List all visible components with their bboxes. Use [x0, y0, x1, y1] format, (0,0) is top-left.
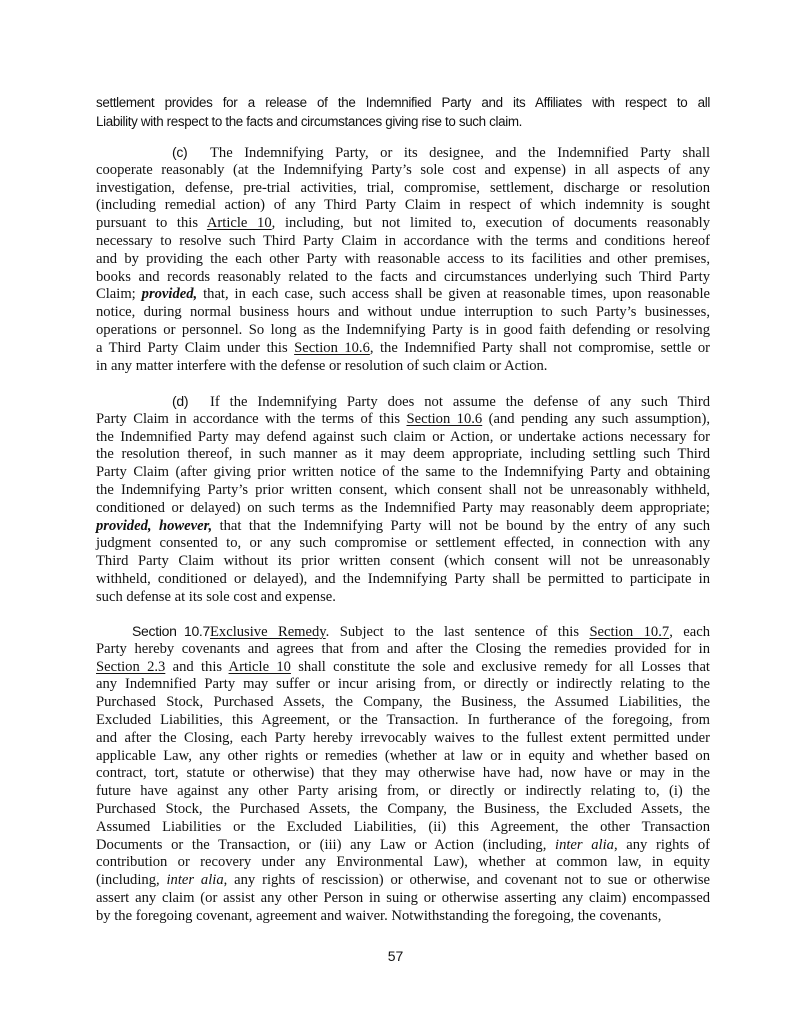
text-run: and by providing the each other Party with reasonable access to its facilities and other premises, [96, 250, 710, 267]
text-line [96, 783, 710, 801]
paragraph-settlement-continuation [96, 94, 710, 131]
text-line [96, 837, 710, 855]
text-line [96, 411, 710, 429]
text-run: pursuant to this [96, 215, 207, 232]
text-run: Third Party Claim without its prior written consent (which consent will not be unreasonably [96, 553, 710, 570]
text-line [96, 908, 710, 926]
text-line [96, 872, 710, 890]
text-run: Liability with respect to the facts and circumstances giving rise to such claim. [96, 113, 522, 129]
text-line [96, 819, 710, 837]
text-run: Documents or the Transaction, or (iii) any Law or Action (including, [96, 836, 556, 853]
text-line [96, 304, 710, 322]
text-line [96, 694, 710, 712]
text-run: , each [669, 624, 710, 640]
text-run: notice, during normal business hours and without undue interruption to such Party’s businesses, [96, 304, 710, 321]
text-run: settlement provides for a release of the Indemnified Party and its Affiliates with respect to all [96, 95, 710, 110]
text-run: and after the Closing, each Party hereby irrevocably waives to the fullest extent permitted under [96, 729, 710, 746]
text-run: Purchased Stock, the Purchased Assets, the Company, the Business, the Excluded Assets, the [96, 800, 710, 817]
text-run: , any rights of rescission) or otherwise, and covenant not to sue or otherwise [223, 872, 710, 889]
text-line [96, 801, 710, 819]
text-line [96, 358, 710, 376]
text-line [96, 162, 710, 180]
text-line [96, 429, 710, 447]
text-run: applicable Law, any other rights or remedies (whether at law or in equity and whether based on [96, 747, 710, 764]
text-run: Party Claim (after giving prior written notice of the same to the Indemnifying Party and obtaining [96, 464, 710, 481]
text-run: Excluded Liabilities, this Agreement, or the Transaction. In furtherance of the foregoing, from [96, 711, 710, 728]
text-line [96, 233, 710, 251]
text-line [96, 464, 710, 482]
cross-reference-link: Section 10.6 [406, 410, 483, 427]
text-run: . Subject to the last sentence of this [325, 624, 590, 640]
text-line [96, 94, 710, 113]
text-run: , including, but not limited to, execution of documents reasonably [271, 215, 710, 232]
text-run: Claim; [96, 286, 142, 303]
cross-reference-link: Section 10.7 [589, 624, 670, 640]
text-run: the Indemnified Party may defend against such claim or Action, or undertake actions necessary for [96, 428, 710, 445]
text-line [96, 500, 710, 518]
text-line [96, 518, 710, 536]
cross-reference-link: Exclusive Remedy [210, 624, 326, 640]
text-line [96, 446, 710, 464]
text-run: , the Indemnified Party shall not compromise, settle or [369, 339, 710, 356]
text-run: The Indemnifying Party, or its designee, and the Indemnified Party shall [210, 145, 710, 161]
text-run: necessary to resolve such Third Party Claim in accordance with the terms and conditions hereof [96, 232, 710, 249]
text-line [96, 180, 710, 198]
text-run: conditioned or delayed) on such terms as the Indemnified Party may reasonably deem appropriate; [96, 499, 710, 516]
cross-reference-link: Section 2.3 [96, 658, 166, 675]
text-line [96, 286, 710, 304]
text-run: the Indemnifying Party’s prior written consent, which consent shall not be unreasonably withheld, [96, 481, 710, 498]
text-line [96, 553, 710, 571]
text-run: contribution or recovery under any Environmental Law), whether at common law, in equity [96, 854, 710, 871]
emphasis-term: provided, [141, 286, 198, 303]
text-line [96, 765, 710, 783]
section-10-7-exclusive-remedy [96, 623, 710, 926]
text-line [96, 144, 710, 162]
text-line [96, 641, 710, 659]
text-run: future have against any other Party arising from, or directly or indirectly relating to, (i) the [96, 783, 710, 800]
text-run: If the Indemnifying Party does not assume the defense of any such Third [210, 394, 710, 410]
text-line [96, 854, 710, 872]
subsection-label: (d) [172, 393, 189, 409]
text-line [96, 659, 710, 677]
text-run: any Indemnified Party may suffer or incur arising from, or directly or indirectly relating to the [96, 676, 710, 693]
text-run: that, in each case, such access shall be given at reasonable times, upon reasonable [197, 286, 710, 303]
subsection-label: (c) [172, 144, 188, 160]
cross-reference-link: Article 10 [228, 658, 291, 675]
text-line [96, 676, 710, 694]
text-run: the resolution thereof, in such manner as it may deem appropriate, including settling such Third [96, 446, 710, 463]
text-line [96, 269, 710, 287]
text-run: (and pending any such assumption), [482, 410, 710, 427]
text-line [96, 482, 710, 500]
text-line [96, 197, 710, 215]
text-line [96, 623, 710, 641]
text-line [96, 393, 710, 411]
cross-reference-link: Article 10 [206, 215, 272, 232]
text-run: Assumed Liabilities or the Excluded Liabilities, (ii) this Agreement, the other Transaction [96, 818, 710, 835]
text-run: such defense at its sole cost and expense. [96, 588, 336, 605]
text-run: that that the Indemnifying Party will not be bound by the entry of any such [212, 517, 710, 534]
text-line [96, 712, 710, 730]
emphasis-term: provided, however, [96, 517, 213, 534]
text-run: by the foregoing covenant, agreement and waiver. Notwithstanding the foregoing, the covenants, [96, 907, 662, 924]
text-line [96, 890, 710, 908]
text-run: books and records reasonably related to the facts and circumstances underlying such Third Party [96, 268, 710, 285]
text-line [96, 113, 710, 132]
text-run: assert any claim (or assist any other Person in suing or otherwise asserting any claim) encompassed [96, 889, 710, 906]
text-line [96, 322, 710, 340]
page-number: 57 [387, 948, 404, 964]
text-run: in any matter interfere with the defense or resolution of such claim or Action. [96, 357, 548, 374]
text-run: withheld, conditioned or delayed), and the Indemnifying Party shall be permitted to participate in [96, 570, 710, 587]
text-run: investigation, defense, pre-trial activities, trial, compromise, settlement, discharge or resolution [96, 179, 710, 196]
text-line [96, 589, 710, 607]
text-line [96, 251, 710, 269]
cross-reference-link: Section 10.6 [294, 339, 370, 356]
text-run: , any rights of [613, 836, 710, 853]
text-run: Purchased Stock, Purchased Assets, the Company, the Business, the Assumed Liabilities, the [96, 694, 710, 711]
text-run: contract, tort, statute or otherwise) that they may otherwise have had, now have or may in the [96, 765, 710, 782]
section-number: Section 10.7 [132, 623, 210, 639]
latin-term: inter alia [166, 872, 224, 889]
text-run: and this [165, 658, 229, 675]
text-run: Party Claim in accordance with the terms of this [96, 410, 407, 427]
text-line [96, 748, 710, 766]
text-run: a Third Party Claim under this [96, 339, 295, 356]
text-run: judgment consented to, or any such compromise or settlement effected, in connection with any [96, 535, 710, 552]
text-run: operations or personnel. So long as the Indemnifying Party is in good faith defending or resolving [96, 321, 710, 338]
text-line [96, 730, 710, 748]
text-line [96, 535, 710, 553]
text-run: shall constitute the sole and exclusive remedy for all Losses that [290, 658, 710, 675]
text-line [96, 215, 710, 233]
text-run: (including, [96, 872, 167, 889]
text-line [96, 340, 710, 358]
text-line [96, 571, 710, 589]
text-run: cooperate reasonably (at the Indemnifying Party’s sole cost and expense) in all aspects of any [96, 161, 710, 178]
paragraph-d-defense [96, 393, 710, 607]
paragraph-c-cooperation [96, 144, 710, 375]
text-run: Party hereby covenants and agrees that from and after the Closing the remedies provided for in [96, 640, 710, 657]
latin-term: inter alia [555, 836, 614, 853]
text-run: (including remedial action) of any Third Party Claim in respect of which indemnity is sought [96, 197, 710, 214]
